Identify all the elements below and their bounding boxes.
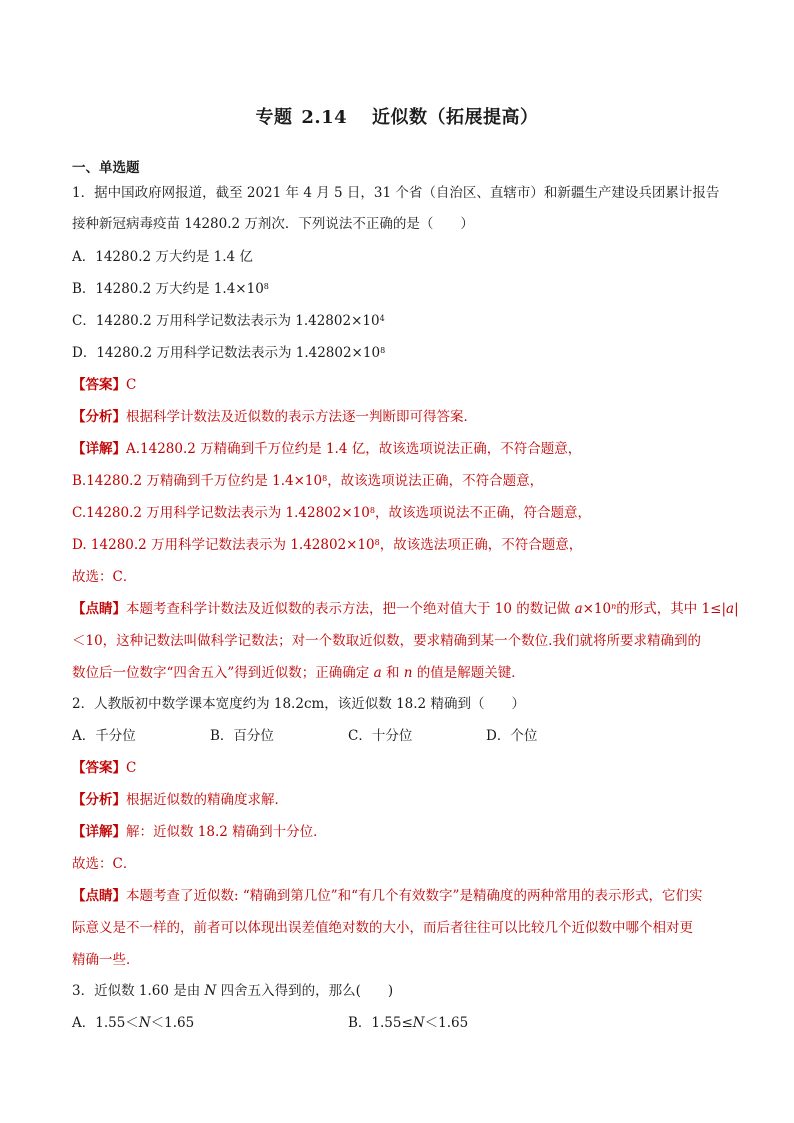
q1-detail-b: B.14280.2 万精确到千万位约是 $1.4\times 10^8$，故该选项说法正确，不符合题意， xyxy=(72,473,544,489)
q2-comment-line3: 精确一些． xyxy=(72,952,140,968)
q1-option-b: B．14280.2 万大约是 $1.4\times 10^8$ xyxy=(72,281,269,297)
q1-answer: 【答案】C xyxy=(72,377,137,393)
q1-detail-a: 【详解】A.14280.2 万精确到千万位约是 1.4 亿，故该选项说法正确，不符合题意， xyxy=(72,441,582,457)
q2-option-d: D．个位 xyxy=(486,728,538,744)
q2-detail: 【详解】解：近似数 18.2 精确到十分位． xyxy=(72,824,327,840)
q1-comment-line3: 数位后一位数字“四舍五入”得到近似数；正确确定 a 和 n 的值是解题关键． xyxy=(72,665,525,681)
title-name: 近似数（拓展提高） xyxy=(371,107,539,128)
page-title xyxy=(0,103,794,129)
q2-comment-line2: 际意义是不一样的，前者可以体现出误差值绝对数的大小，而后者往往可以比较几个近似数中哪个相对更 xyxy=(72,920,693,936)
q3-stem: 3．近似数 1.60 是由 N 四舍五入得到的，那么( ) xyxy=(72,983,394,999)
q1-analysis: 【分析】根据科学计数法及近似数的表示方法逐一判断即可得答案． xyxy=(72,409,477,425)
q3-option-a: A．1.55＜N＜1.65 xyxy=(72,1015,195,1031)
q1-choose: 故选：C． xyxy=(72,569,137,585)
q2-choose: 故选：C． xyxy=(72,856,137,872)
q2-stem: 2．人教版初中数学课本宽度约为 18.2cm，该近似数 18.2 精确到（ ） xyxy=(72,696,525,712)
q1-stem-line1: 1．据中国政府网报道，截至 2021 年 4 月 5 日，31 个省（自治区、直辖市）和新疆生产建设兵团累计报告 xyxy=(72,185,720,201)
q1-detail-d: D. 14280.2 万用科学记数法表示为 $1.42802\times 10^8$，故该选法项正确，不符合题意， xyxy=(72,537,583,553)
q1-comment-line1: 【点睛】本题考查科学计数法及近似数的表示方法，把一个绝对值大于 10 的数记做 $a\times 10^n$的形式，其中 1≤|a| xyxy=(72,601,739,617)
q1-stem-line2: 接种新冠病毒疫苗 14280.2 万剂次．下列说法不正确的是（ ） xyxy=(72,216,474,232)
q1-detail-c: C.14280.2 万用科学记数法表示为 $1.42802\times 10^8$，故该选项说法不正确，符合题意， xyxy=(72,505,591,521)
q1-option-d: D．14280.2 万用科学记数法表示为 $1.42802\times 10^8$ xyxy=(72,345,386,361)
q1-option-c: C．14280.2 万用科学记数法表示为 $1.42802\times 10^4$ xyxy=(72,313,385,329)
q3-option-b: B．1.55≤N＜1.65 xyxy=(348,1015,469,1031)
title-prefix: 专题 xyxy=(255,107,293,128)
title-number: 2.14 xyxy=(301,107,348,128)
section-heading: 一、单选题 xyxy=(72,160,140,176)
q2-analysis: 【分析】根据近似数的精确度求解． xyxy=(72,792,288,808)
q2-comment-line1: 【点睛】本题考查了近似数: “精确到第几位”和“有几个有效数字”是精确度的两种常用的表示形式，它们实 xyxy=(72,888,703,904)
q2-option-c: C．十分位 xyxy=(348,728,413,744)
q2-option-b: B．百分位 xyxy=(210,728,274,744)
q2-answer: 【答案】C xyxy=(72,760,137,776)
q2-option-a: A．千分位 xyxy=(72,728,136,744)
q1-option-a: A．14280.2 万大约是 1.4 亿 xyxy=(72,249,253,265)
q1-comment-line2: ＜10，这种记数法叫做科学记数法；对一个数取近似数，要求精确到某一个数位.我们就将所要求精确到的 xyxy=(72,633,701,649)
